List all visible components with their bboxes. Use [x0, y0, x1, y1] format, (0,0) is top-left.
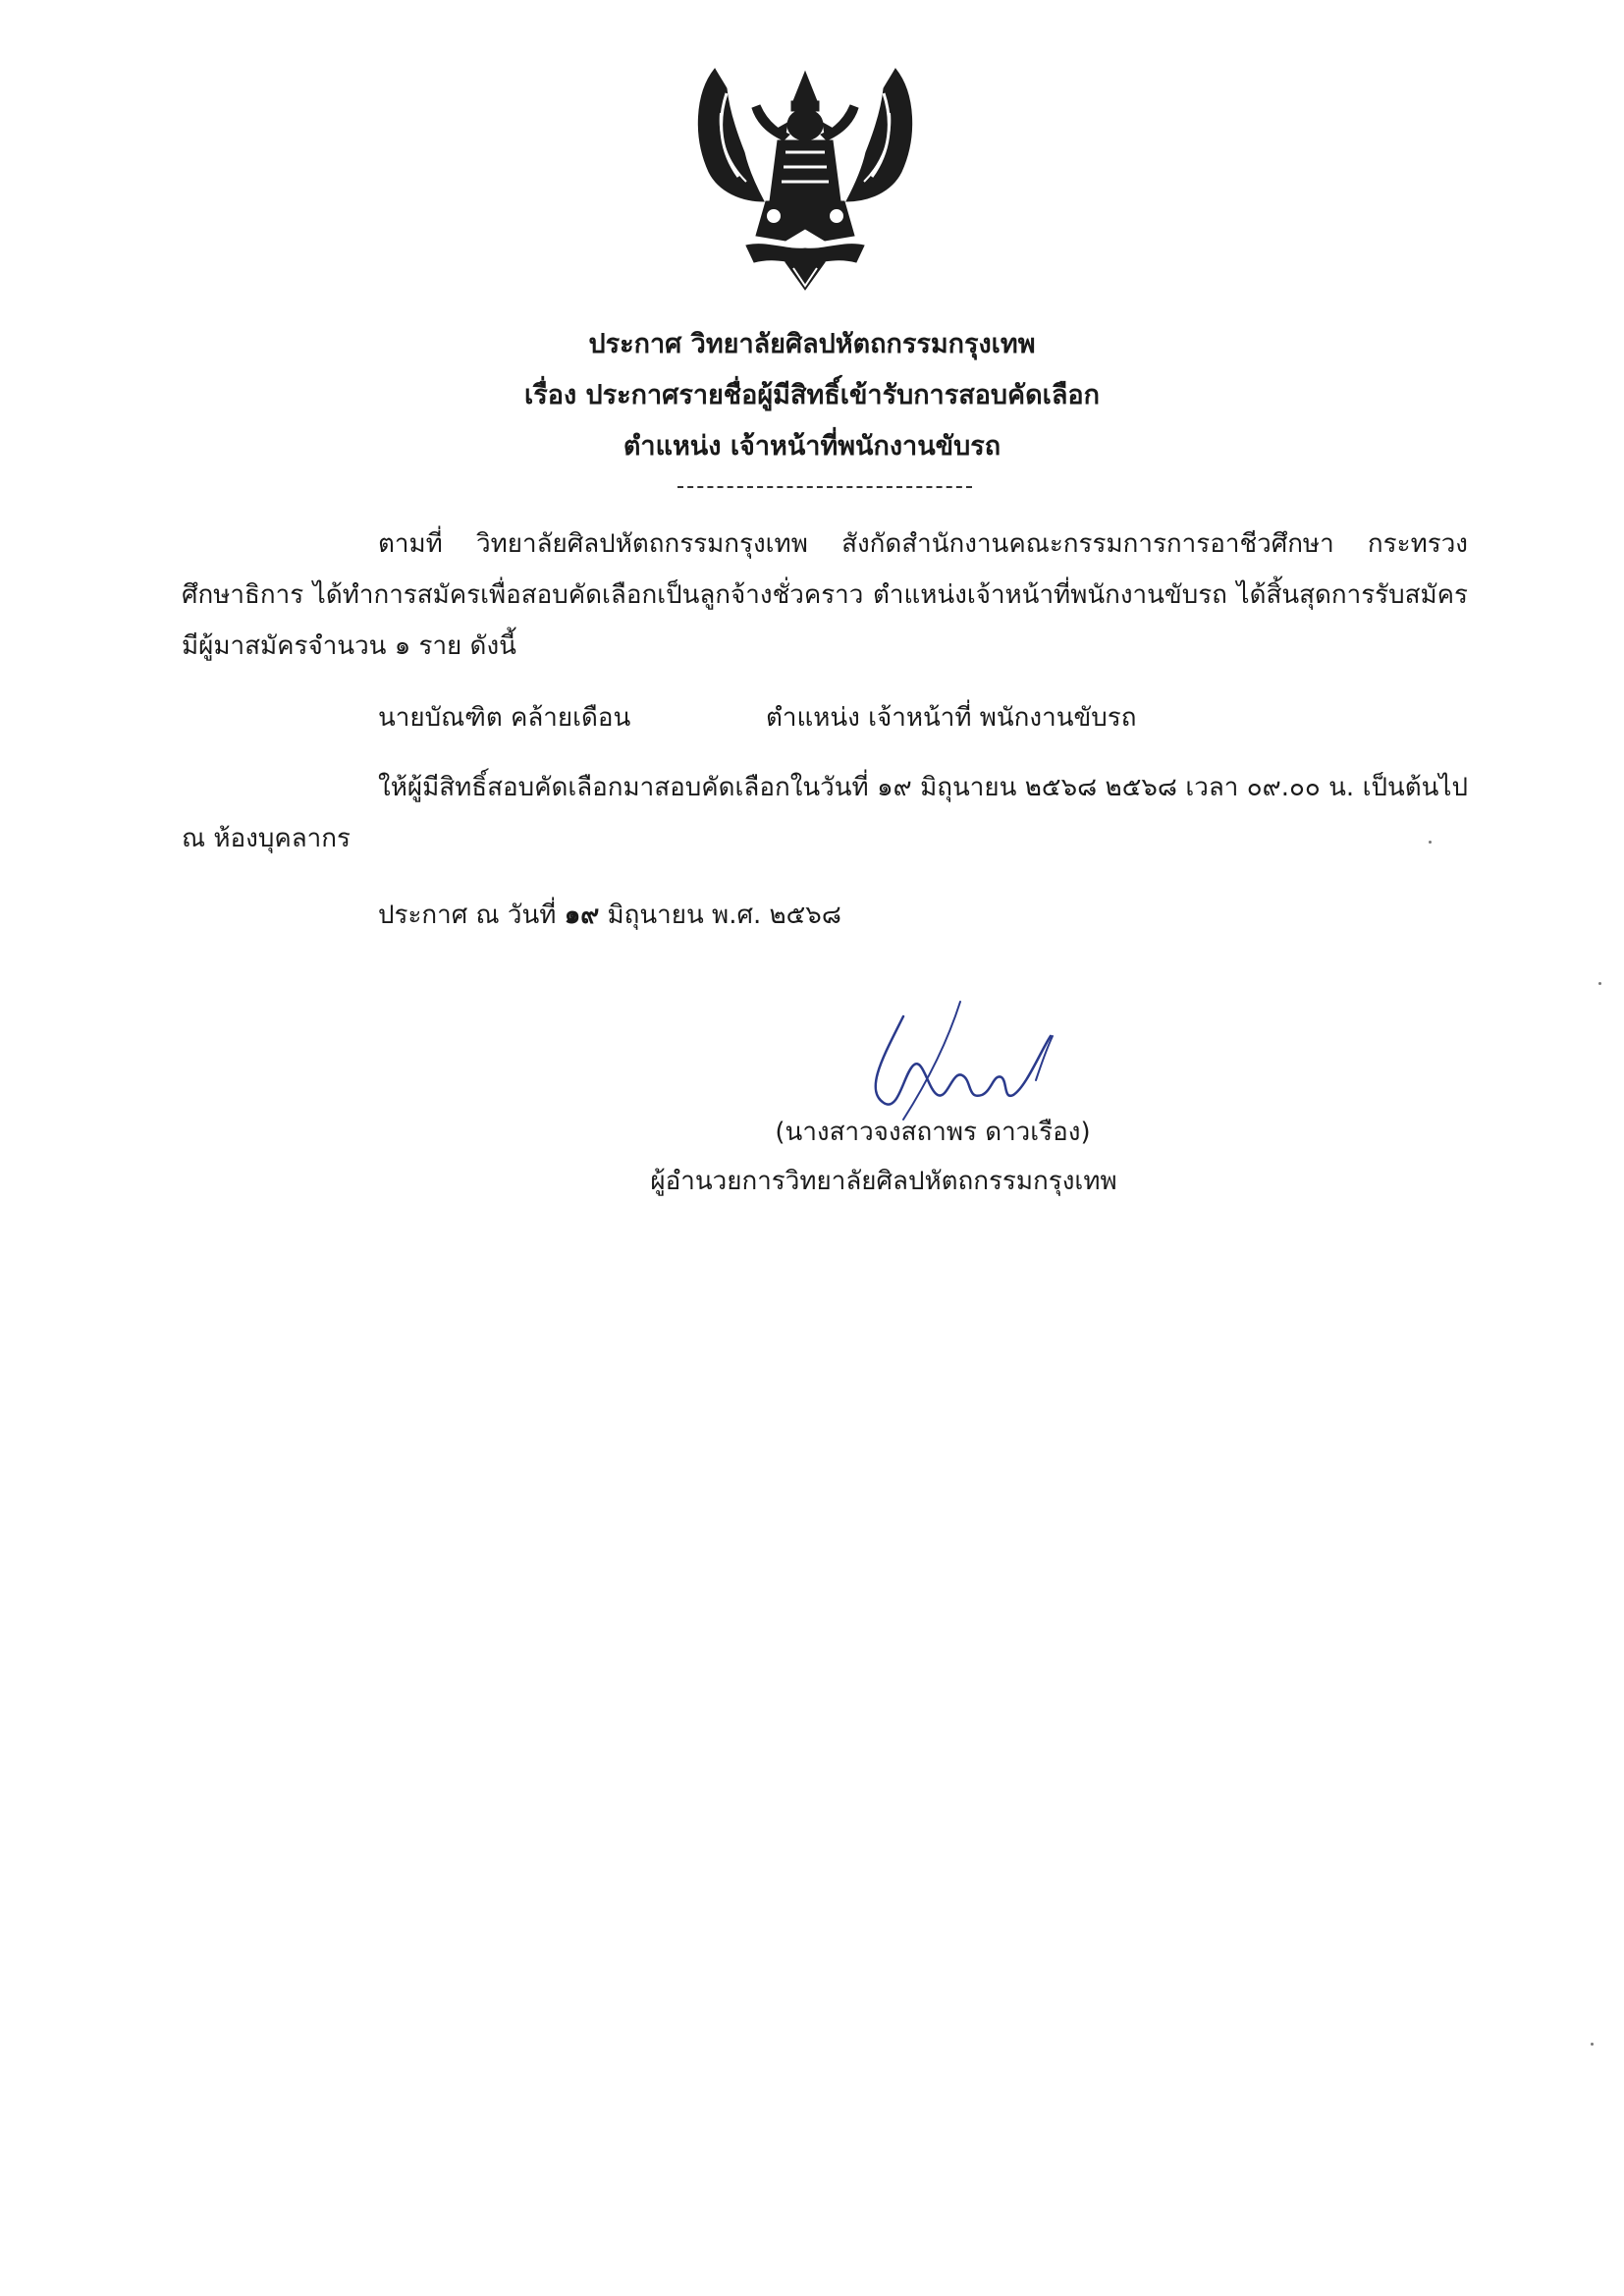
garuda-emblem [687, 54, 923, 300]
announcement-date-prefix: ประกาศ ณ วันที่ [378, 901, 557, 930]
announcement-position: ตำแหน่ง เจ้าหน้าที่พนักงานขับรถ [623, 431, 1001, 462]
handwritten-signature [844, 997, 1060, 1124]
announcement-subject: เรื่อง ประกาศรายชื่อผู้มีสิทธิ์เข้ารับการสอบคัดเลือก [524, 380, 1100, 410]
candidate-name: นายบัณฑิต คล้ายเดือน [378, 703, 631, 733]
announcement-date-day: ๑๙ [564, 901, 600, 930]
candidate-position: ตำแหน่ง เจ้าหน้าที่ พนักงานขับรถ [766, 703, 1137, 733]
intro-paragraph: ตามที่ วิทยาลัยศิลปหัตถกรรมกรุงเทพ สังกัดสำนักงานคณะกรรมการการอาชีวศึกษา กระทรวงศึกษาธิการ ได้ทำการสมัครเพื่อสอบคัดเลือกเป็นลูกจ้างชั่วคราว ตำแหน่งเจ้าหน้าที่พนักงานขับรถ ได้สิ้นสุดการรับสมัครมีผู้มาสมัครจำนวน ๑ ราย ดังนี้ [182, 529, 1468, 661]
announcement-date [378, 890, 841, 941]
signatory-name: (นางสาวจงสถาพร ดาวเรือง) [775, 1118, 1091, 1147]
announcement-title: ประกาศ วิทยาลัยศิลปหัตถกรรมกรุงเทพ [588, 329, 1036, 359]
scan-speck [1429, 841, 1432, 844]
scan-speck [1591, 2043, 1594, 2046]
exam-schedule-paragraph: ให้ผู้มีสิทธิ์สอบคัดเลือกมาสอบคัดเลือกในวันที่ ๑๙ มิถุนายน ๒๕๖๘ ๒๕๖๘ เวลา ๐๙.๐๐ น. เป็นต้นไป ณ ห้องบุคลากร [182, 773, 1468, 853]
announcement-date-suffix: มิถุนายน พ.ศ. ๒๕๖๘ [607, 901, 841, 930]
signatory-title: ผู้อำนวยการวิทยาลัยศิลปหัตถกรรมกรุงเทพ [650, 1167, 1117, 1196]
header-divider [677, 486, 972, 488]
announcement-header [0, 319, 1624, 472]
scan-speck [1598, 982, 1601, 985]
